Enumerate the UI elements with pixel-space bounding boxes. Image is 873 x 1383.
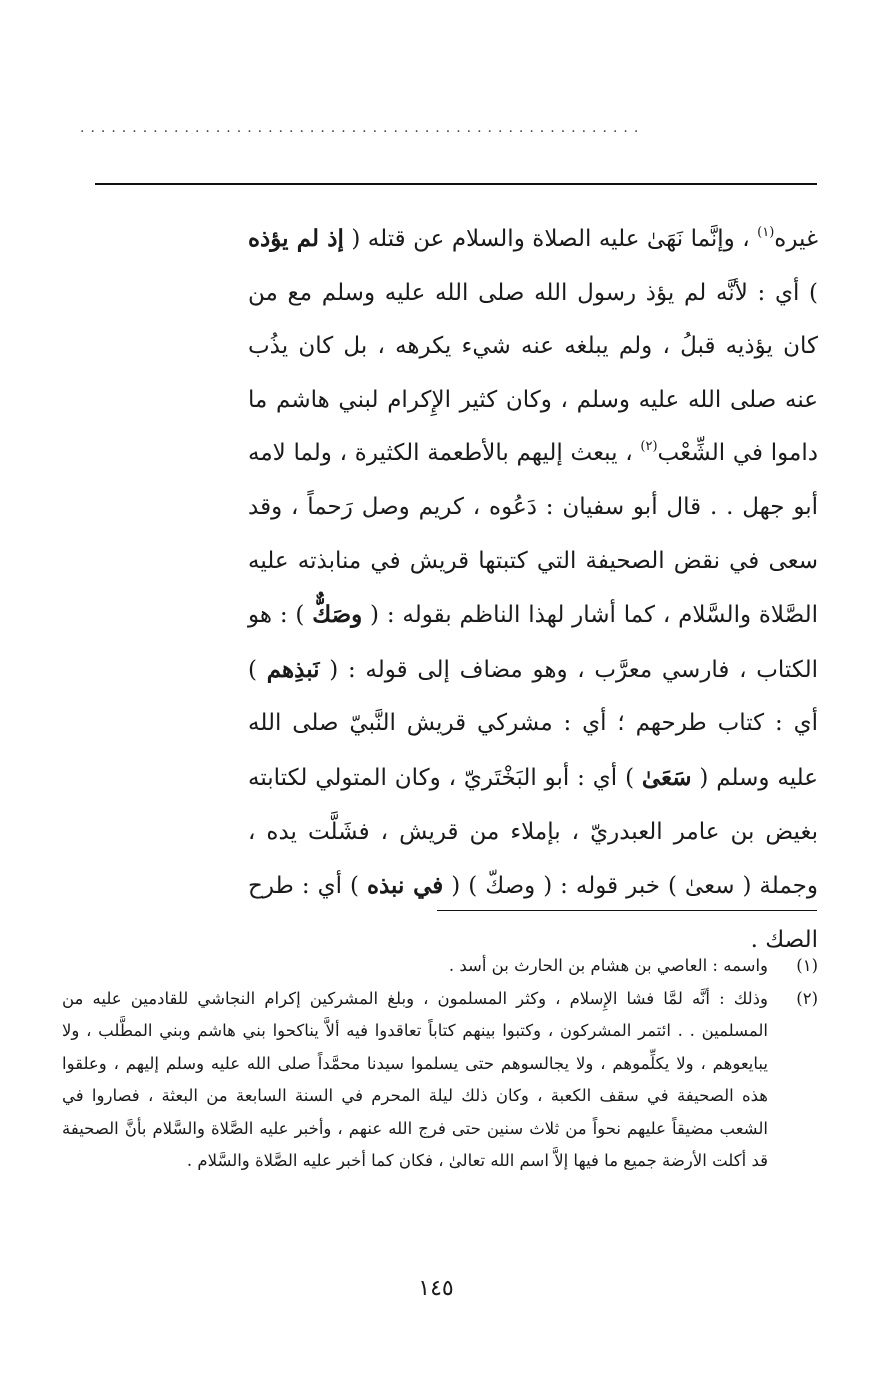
footnote-ref-2: (٢) — [640, 439, 658, 455]
page-number: ١٤٥ — [418, 1276, 454, 1301]
text-run: ) أي : أبو البَخْتَريّ ، وكان المتولي لكتابته بغيض بن عامر العبدريّ ، بإملاء من قريش ، فشَلَّت يده ، وجملة ( سعىٰ ) خبر قوله : ( وصكّ ) ( — [248, 764, 818, 900]
footnotes — [62, 950, 818, 1178]
header-rule — [95, 183, 817, 185]
header-dotted-line: ...................................................... — [80, 120, 645, 136]
footnote-1 — [62, 950, 818, 983]
verse-quote: سَعَىٰ — [641, 763, 692, 791]
footnote-2 — [62, 983, 818, 1178]
text-run: غيره — [774, 226, 818, 252]
footnote-text: واسمه : العاصي بن هشام بن الحارث بن أسد . — [448, 956, 768, 975]
footnote-text: وذلك : أنَّه لمَّا فشا الإِسلام ، وكثر المسلمون ، وبلغ المشركين إكرام النجاشي للقادمين عليه من المسلمين . . ائتمر المشركون ، وكتبوا بينهم كتاباً تعاقدوا فيه ألاَّ يناكحوا بني هاشم وبني المطَّلب ، ولا يبايعوهم ، ولا يكلِّموهم ، ولا يجالسوهم حتى يسلموا سيدنا محمَّداً صلى الله عليه وسلم إليهم ، وعلقوا هذه الصحيفة في سقف الكعبة ، وكان ذلك ليلة المحرم في السنة السابعة من البعثة ، فصاروا في الشعب مضيقاً عليهم نحواً من ثلاث سنين حتى فرج الله عنهم ، وأخبر عليه الصَّلاة والسَّلام بأنَّ الصحيفة قد أكلت الأرضة جميع ما فيها إلاَّ اسم الله تعالىٰ ، فكان كما أخبر عليه الصَّلاة والسَّلام . — [62, 988, 768, 1170]
text-run: ) أي : طرح الصك . — [248, 873, 818, 953]
verse-quote: إذ لم يؤذه — [248, 225, 344, 252]
main-text — [248, 212, 818, 967]
text-run: ) أي : لأنَّه لم يؤذ رسول الله صلى الله عليه وسلم مع من كان يؤذيه قبلُ ، ولم يبلغه عنه شيء يكرهه ، بل كان يذُب عنه صلى الله عليه وسلم ، وكان كثير الإِكرام لبني هاشم ما داموا في الشِّعْب — [248, 279, 818, 467]
text-run: ) : هو الكتاب ، فارسي معرَّب ، وهو مضاف إلى قوله : ( — [248, 602, 818, 683]
footnote-number: (٢) — [796, 988, 818, 1008]
main-paragraph — [248, 212, 818, 967]
footnote-ref-1: (١) — [757, 225, 775, 240]
text-run: ، يبعث إليهم بالأطعمة الكثيرة ، ولما لامه أبو جهل . . قال أبو سفيان : دَعُوه ، كريم وصل رَحماً ، وقد سعى في نقض الصحيفة التي كتبتها قريش في منابذته عليه الصَّلاة والسَّلام ، كما أشار لهذا الناظم بقوله : ( — [248, 440, 818, 629]
verse-quote: في نبذه — [366, 872, 444, 900]
text-run: ) أي : كتاب طرحهم ؛ أي : مشركي قريش النَّبيّ صلى الله عليه وسلم ( — [248, 656, 818, 791]
verse-quote: وصَكٌّ — [312, 601, 363, 629]
footnote-number: (١) — [796, 956, 818, 975]
footnote-separator — [437, 910, 817, 911]
text-run: ، وإنَّما نَهَىٰ عليه الصلاة والسلام عن قتله ( — [343, 226, 758, 252]
verse-quote: نَبذِهم — [266, 655, 320, 683]
